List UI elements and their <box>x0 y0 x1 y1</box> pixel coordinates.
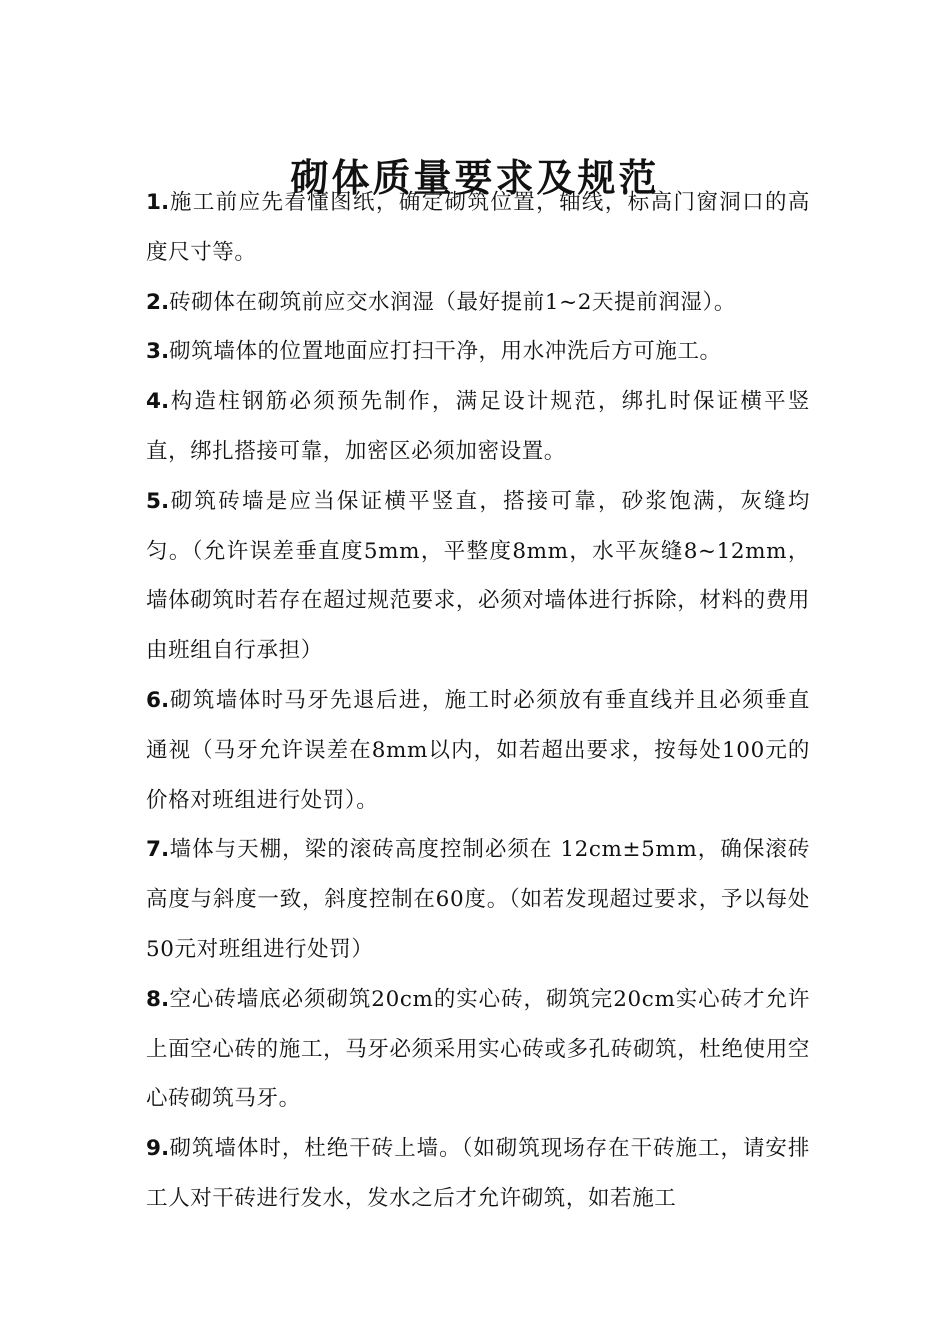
item-text: 构造柱钢筋必须预先制作，满足设计规范，绑扎时保证横平竖直，绑扎搭接可靠，加密区必须加密设置。 <box>146 389 810 464</box>
requirement-item-6 <box>146 676 810 825</box>
item-number: 2. <box>146 289 170 315</box>
item-number: 8. <box>146 986 170 1012</box>
requirement-item-8 <box>146 975 810 1124</box>
item-number: 1. <box>146 190 170 215</box>
item-number: 7. <box>146 837 170 863</box>
requirement-item-5 <box>146 477 810 676</box>
item-text: 施工前应先看懂图纸，确定砌筑位置，轴线，标高门窗洞口的高度尺寸等。 <box>146 190 810 265</box>
requirements-list <box>146 178 810 1224</box>
requirement-item-9 <box>146 1124 810 1224</box>
item-text: 砌筑墙体时，杜绝干砖上墙。（如砌筑现场存在干砖施工，请安排工人对干砖进行发水，发水之后才允许砌筑，如若施工 <box>146 1136 810 1211</box>
item-number: 3. <box>146 339 170 365</box>
item-text: 空心砖墙底必须砌筑20cm的实心砖，砌筑完20cm实心砖才允许上面空心砖的施工，马牙必须采用实心砖或多孔砖砌筑，杜绝使用空心砖砌筑马牙。 <box>146 986 810 1112</box>
item-number: 9. <box>146 1136 170 1162</box>
document-title: 砌体质量要求及规范 <box>290 155 660 201</box>
item-number: 4. <box>146 389 170 415</box>
item-text: 砖砌体在砌筑前应交水润湿（最好提前1~2天提前润湿）。 <box>169 289 736 315</box>
item-text: 砌筑砖墙是应当保证横平竖直，搭接可靠，砂浆饱满，灰缝均匀。（允许误差垂直度5mm，平整度8mm，水平灰缝8~12mm，墙体砌筑时若存在超过规范要求，必须对墙体进行拆除，材料的费用由班组自行承担） <box>146 488 810 664</box>
item-text: 砌筑墙体时马牙先退后进，施工时必须放有垂直线并且必须垂直通视（马牙允许误差在8mm以内，如若超出要求，按每处100元的价格对班组进行处罚）。 <box>146 687 810 813</box>
requirement-item-2 <box>146 278 810 328</box>
requirement-item-7 <box>146 825 810 974</box>
requirement-item-3 <box>146 327 810 377</box>
requirement-item-4 <box>146 377 810 477</box>
item-text: 墙体与天棚，梁的滚砖高度控制必须在 12cm±5mm，确保滚砖高度与斜度一致，斜度控制在60度。（如若发现超过要求，予以每处50元对班组进行处罚） <box>146 837 810 962</box>
item-number: 5. <box>146 488 170 514</box>
requirement-item-1 <box>146 178 810 278</box>
item-number: 6. <box>146 687 170 713</box>
item-text: 砌筑墙体的位置地面应打扫干净，用水冲洗后方可施工。 <box>169 339 722 365</box>
